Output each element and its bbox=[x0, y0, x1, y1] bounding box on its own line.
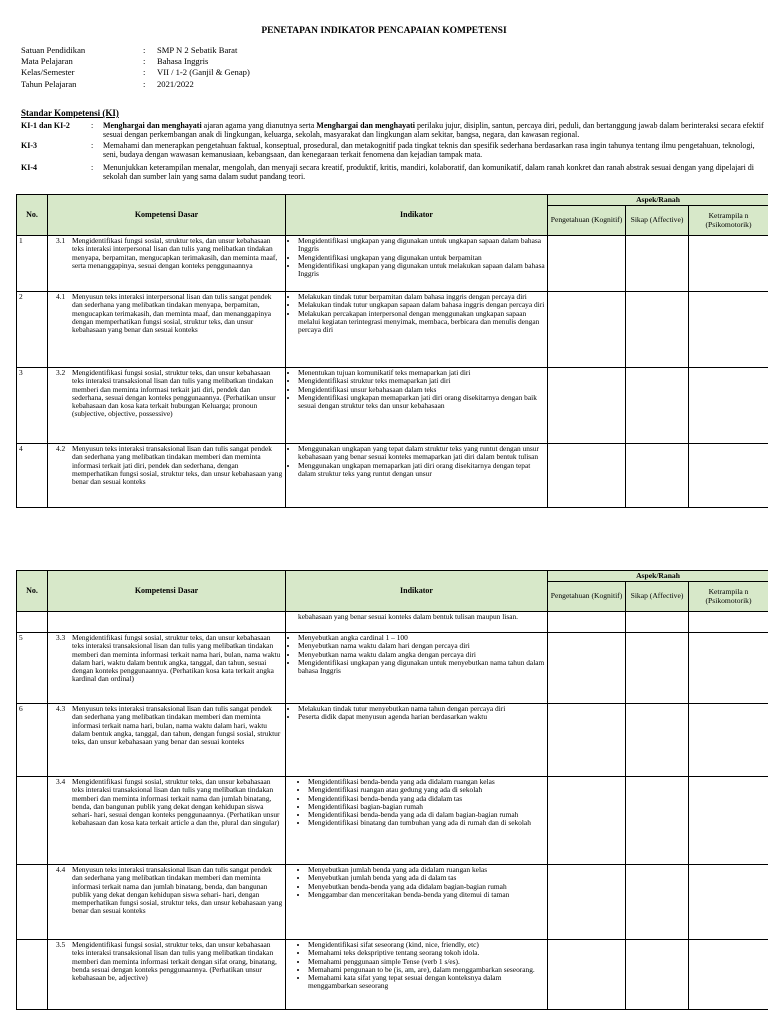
indikator-item: • Mengidentifikasi benda-benda yang ada didalam tas bbox=[308, 795, 545, 803]
cell-pengetahuan bbox=[548, 940, 626, 1010]
indikator-item: • Memahami pengunaan to be (is, am, are), dalam menggambarkan seseorang. bbox=[308, 966, 545, 974]
indikator-item: • Menyebutkan jumlah benda yang ada didalam ruangan kelas bbox=[308, 866, 545, 874]
cell-sikap bbox=[626, 777, 689, 865]
indikator-item: • Memahami kata sifat yang tepat sesuai dengan konteksnya dalam menggambarkan seseorang bbox=[308, 974, 545, 991]
col-header-no: No. bbox=[17, 571, 48, 612]
indikator-item: • Menggunakan ungkapan memaparkan jati diri orang disekitarnya dengan tepat dalam struktur teks yang runtut dengan unsur bbox=[298, 462, 545, 479]
kd-text: Mengidentifikasi fungsi sosial, struktur teks, dan unsur kebahasaan teks interaksi transaksional lisan dan tulis yang melibatkan tindakan memberi dan meminta informasi terkait dengan sifat orang, binatang, benda sesuai dengan konteks penggunaannya. (Perhatikan unsur kebahasaan be, adjective) bbox=[72, 940, 277, 983]
ki-text: Menghargai dan menghayati ajaran agama yang dianutnya serta Menghargai dan menghayati perilaku jujur, disiplin, santun, percaya diri, peduli, dan bertanggung jawab dalam berinteraksi secara efektif sesuai dengan perkembangan anak di lingkungan, keluarga, sekolah, masyarakat dan lingkungan alam sekitar, bangsa, negara, dan kawasan regional. bbox=[103, 121, 764, 140]
indikator-item: • Menyebutkan angka cardinal 1 – 100 bbox=[298, 634, 545, 642]
indikator-item: • Mengidentifikasi ungkapan memaparkan jati diri orang disekitarnya dengan baik sesuai dengan struktur teks dan unsur kebahasaan bbox=[298, 394, 545, 411]
indikator-item: • Menyebutkan jumlah benda yang ada di dalam tas bbox=[308, 874, 545, 882]
indikator-item: • Menggambar dan menceritakan benda-benda yang ditemui di taman bbox=[308, 891, 545, 899]
cell-sikap bbox=[626, 368, 689, 444]
indikator-item: • Mengidentifikasi benda-benda yang ada didalam ruangan kelas bbox=[308, 778, 545, 786]
indikator-item: • Mengidentifikasi ruangan atau gedung yang ada di sekolah bbox=[308, 786, 545, 794]
col-header-sikap: Sikap (Affective) bbox=[626, 582, 689, 612]
cell-sikap bbox=[626, 292, 689, 368]
table-row bbox=[17, 777, 768, 865]
indikator-list bbox=[288, 445, 545, 478]
cell-pengetahuan bbox=[548, 777, 626, 865]
cell-indikator bbox=[286, 704, 548, 777]
cell-kd bbox=[48, 368, 286, 444]
cell-kd bbox=[48, 612, 286, 633]
meta-label: Satuan Pendidikan bbox=[21, 45, 86, 55]
indicator-table-2 bbox=[16, 570, 768, 1010]
col-header-aspek: Aspek/Ranah bbox=[548, 571, 768, 582]
cell-kd bbox=[48, 444, 286, 508]
kd-text: Menyusun teks interaksi transaksional lisan dan tulis sangat pendek dan sederhana yang melibatkan tindakan memberi dan meminta informasi terkait jati diri, pendek dan sederhana, dengan memperhatikan fungsi sosial, struktur teks, dan unsur kebahasaan yang benar dan sesuai konteks bbox=[72, 444, 283, 487]
meta-value: SMP N 2 Sebatik Barat bbox=[157, 45, 238, 55]
table-row bbox=[17, 940, 768, 1010]
indikator-list bbox=[288, 237, 545, 278]
ki-label: KI-1 dan KI-2 bbox=[21, 121, 70, 130]
indikator-list bbox=[288, 293, 545, 334]
standar-kompetensi-title: Standar Kompetensi (KI) bbox=[21, 108, 119, 118]
cell-sikap bbox=[626, 236, 689, 292]
kd-number: 3.5 bbox=[56, 940, 66, 949]
col-header-aspek: Aspek/Ranah bbox=[548, 195, 768, 206]
cell-keterampilan bbox=[689, 940, 768, 1010]
indikator-item: • Menentukan tujuan komunikatif teks memaparkan jati diri bbox=[298, 369, 545, 377]
indikator-item: • Mengidentifikasi sifat seseorang (kind, nice, friendly, etc) bbox=[308, 941, 545, 949]
cell-indikator bbox=[286, 865, 548, 940]
indicator-table-1 bbox=[16, 194, 768, 508]
cell-no bbox=[17, 865, 48, 940]
cell-sikap bbox=[626, 865, 689, 940]
meta-label: Kelas/Semester bbox=[21, 67, 75, 78]
cell-pengetahuan bbox=[548, 236, 626, 292]
indikator-item: • Mengidentifikasi unsur kebahasaan dalam teks bbox=[298, 386, 545, 394]
cell-no: 2 bbox=[17, 292, 48, 368]
cell-no: 1 bbox=[17, 236, 48, 292]
indikator-item: • Melakukan tindak tutur ungkapan sapaan dalam bahasa inggris dengan percaya diri bbox=[298, 301, 545, 309]
indikator-list bbox=[288, 705, 545, 722]
col-header-no: No. bbox=[17, 195, 48, 236]
cell-keterampilan bbox=[689, 612, 768, 633]
ki-row: KI-3 : Memahami dan menerapkan pengetahuan faktual, konseptual, prosedural, dan metakognitif pada tingkat teknis dan spesifik sederhana berdasarkan rasa ingin tahunya tentang ilmu pengetahuan, teknologi, seni, budaya dengan wawasan kemanusiaan, kebangsaan, dan kenegaraan terkait fenomena dan kejadian tampak mata. bbox=[21, 141, 768, 160]
cell-kd bbox=[48, 940, 286, 1010]
indikator-list bbox=[288, 634, 545, 675]
table-row bbox=[17, 292, 768, 368]
indikator-item: • Melakukan tindak tutur berpamitan dalam bahasa inggris dengan percaya diri bbox=[298, 293, 545, 301]
cell-indikator bbox=[286, 633, 548, 704]
kd-text: Menyusun teks interaksi transaksional lisan dan tulis sangat pendek dan sederhana yang melibatkan tindakan memberi dan meminta informasi terkait nama hari, bulan, nama waktu dalam hari, waktu dalam bentuk angka, tanggal, dan tahun, dengan fungsi sosial, struktur teks, dan unsur kebahasaan yang benar dan sesuai konteks bbox=[72, 704, 281, 747]
cell-keterampilan bbox=[689, 704, 768, 777]
cell-kd bbox=[48, 865, 286, 940]
cell-sikap bbox=[626, 612, 689, 633]
kd-text: Menyusun teks interaksi interpersonal lisan dan tulis sangat pendek dan sederhana yang melibatkan tindakan menyapa, berpamitan, mengucapkan terimakasih, dan meminta maaf, dan menanggapinya dengan memperhatikan fungsi sosial, struktur teks, dan unsur kebahasaan yang benar dan sesuai konteks bbox=[72, 292, 272, 335]
cell-indikator bbox=[286, 612, 548, 633]
kd-number: 3.2 bbox=[56, 368, 66, 377]
cell-indikator bbox=[286, 292, 548, 368]
cell-kd bbox=[48, 633, 286, 704]
kd-number: 3.4 bbox=[56, 777, 66, 786]
indikator-item: • Mengidentifikasi ungkapan yang digunakan untuk ungkapan sapaan dalam bahasa Inggris bbox=[298, 237, 545, 254]
table-row bbox=[17, 704, 768, 777]
indikator-item: • Menyebutkan nama waktu dalam hari dengan percaya diri bbox=[298, 642, 545, 650]
table-row bbox=[17, 236, 768, 292]
indikator-item: • Menyebutkan nama waktu dalam angka dengan percaya diri bbox=[298, 651, 545, 659]
cell-pengetahuan bbox=[548, 704, 626, 777]
ki-label: KI-3 bbox=[21, 141, 37, 150]
kd-number: 3.3 bbox=[56, 633, 66, 642]
kd-number: 3.1 bbox=[56, 236, 66, 245]
cell-pengetahuan bbox=[548, 444, 626, 508]
cell-pengetahuan bbox=[548, 612, 626, 633]
kd-text: Mengidentifikasi fungsi sosial, struktur teks, dan unsur kebahasaan teks interaksi transaksional lisan dan tulis yang melibatkan tindakan memberi dan meminta informasi terkait nama hari, bulan, nama waktu dalam hari, waktu dalam bentuk angka, tanggal, dan tahun, sesuai dengan konteks penggunaannya. (Perhatikan kosa kata terkait angka kardinal dan ordinal) bbox=[72, 633, 281, 684]
table-row bbox=[17, 612, 768, 633]
cell-pengetahuan bbox=[548, 292, 626, 368]
indikator-item: • Mengidentifikasi struktur teks memaparkan jati diri bbox=[298, 377, 545, 385]
cell-keterampilan bbox=[689, 444, 768, 508]
kd-number: 4.3 bbox=[56, 704, 66, 713]
cell-pengetahuan bbox=[548, 865, 626, 940]
kd-number: 4.1 bbox=[56, 292, 66, 301]
cell-indikator bbox=[286, 444, 548, 508]
cell-keterampilan bbox=[689, 368, 768, 444]
cell-no: 5 bbox=[17, 633, 48, 704]
indikator-item: • Mengidentifikasi binatang dan tumbuhan yang ada di rumah dan di sekolah bbox=[308, 819, 545, 827]
indikator-list bbox=[288, 369, 545, 410]
cell-indikator bbox=[286, 940, 548, 1010]
cell-no bbox=[17, 777, 48, 865]
kd-number: 4.4 bbox=[56, 865, 66, 874]
indikator-item: • Mengidentifikasi ungkapan yang digunakan untuk melakukan sapaan dalam bahasa Inggris bbox=[298, 262, 545, 279]
cell-sikap bbox=[626, 444, 689, 508]
col-header-pengetahuan: Pengetahuan (Kognitif) bbox=[548, 582, 626, 612]
ki-row: KI-4 : Menunjukkan keterampilan menalar, mengolah, dan menyaji secara kreatif, produktif, kritis, mandiri, kolaboratif, dan komunikatif, dalam ranah konkret dan ranah abstrak sesuai dengan yang dipelajari di sekolah dan sumber lain yang sama dalam sudut pandang teori. bbox=[21, 163, 768, 182]
cell-indikator bbox=[286, 777, 548, 865]
cell-no: 6 bbox=[17, 704, 48, 777]
table-row bbox=[17, 444, 768, 508]
indikator-item: • Melakukan tindak tutur menyebutkan nama tahun dengan percaya diri bbox=[298, 705, 545, 713]
indikator-item: • Mengidentifikasi bagian-bagian rumah bbox=[308, 803, 545, 811]
document-meta: Satuan Pendidikan : SMP N 2 Sebatik Barat Mata Pelajaran : Bahasa Inggris Kelas/Semester : VII / 1-2 (Ganjil & Genap) Tahun Pelajaran : 2021/2022 bbox=[21, 45, 250, 89]
cell-keterampilan bbox=[689, 633, 768, 704]
cell-kd bbox=[48, 236, 286, 292]
indikator-continuation: kebahasaan yang benar sesuai konteks dalam bentuk tulisan maupun lisan. bbox=[298, 612, 519, 621]
cell-sikap bbox=[626, 940, 689, 1010]
meta-label: Tahun Pelajaran bbox=[21, 78, 77, 89]
col-header-kd: Kompetensi Dasar bbox=[48, 571, 286, 612]
cell-indikator bbox=[286, 236, 548, 292]
col-header-indikator: Indikator bbox=[286, 571, 548, 612]
cell-indikator bbox=[286, 368, 548, 444]
col-header-keterampilan: Ketrampila n (Psikomotorik) bbox=[689, 206, 768, 236]
meta-value: 2021/2022 bbox=[157, 78, 194, 89]
col-header-keterampilan: Ketrampila n (Psikomotorik) bbox=[689, 582, 768, 612]
kd-number: 4.2 bbox=[56, 444, 66, 453]
kd-text: Mengidentifikasi fungsi sosial, struktur teks, dan unsur kebahasaan teks interaksi interpersonal lisan dan tulis yang melibatkan tindakan menyapa, berpamitan, mengucapkan terimakasih, dan meminta maaf, serta menanggapinya, sesuai dengan konteks penggunaannya bbox=[72, 236, 278, 270]
col-header-sikap: Sikap (Affective) bbox=[626, 206, 689, 236]
cell-kd bbox=[48, 777, 286, 865]
cell-no: 3 bbox=[17, 368, 48, 444]
meta-value: VII / 1-2 (Ganjil & Genap) bbox=[157, 67, 250, 78]
table-row bbox=[17, 368, 768, 444]
indikator-item: • Mengidentifikasi ungkapan yang digunakan untuk berpamitan bbox=[298, 254, 545, 262]
cell-sikap bbox=[626, 704, 689, 777]
indikator-list bbox=[288, 866, 545, 899]
meta-label: Mata Pelajaran bbox=[21, 56, 73, 67]
cell-no bbox=[17, 940, 48, 1010]
indikator-item: • Peserta didik dapat menyusun agenda harian berdasarkan waktu bbox=[298, 713, 545, 721]
meta-value: Bahasa Inggris bbox=[157, 56, 209, 67]
cell-keterampilan bbox=[689, 236, 768, 292]
cell-no: 4 bbox=[17, 444, 48, 508]
kd-text: Mengidentifikasi fungsi sosial, struktur teks, dan unsur kebahasaan teks interaksi transaksional lisan dan tulis yang melibatkan tindakan memberi dan meminta informasi terkait jati diri, pendek dan sederhana, sesuai dengan konteks penggunaannya. (Perhatikan unsur kebahasaan dan kosa kata terkait hubungan Keluarga; pronoun (subjective, objective, possessive) bbox=[72, 368, 276, 419]
col-header-pengetahuan: Pengetahuan (Kognitif) bbox=[548, 206, 626, 236]
cell-pengetahuan bbox=[548, 633, 626, 704]
col-header-kd: Kompetensi Dasar bbox=[48, 195, 286, 236]
indikator-item: • Menyebutkan benda-benda yang ada didalam bagian-bagian rumah bbox=[308, 883, 545, 891]
cell-keterampilan bbox=[689, 292, 768, 368]
indikator-item: • Memahami teks dekspriptive tentang seorang tokoh idola. bbox=[308, 949, 545, 957]
ki-text: Memahami dan menerapkan pengetahuan faktual, konseptual, prosedural, dan metakognitif pada tingkat teknis dan spesifik sederhana berdasarkan rasa ingin tahunya tentang ilmu pengetahuan, teknologi, seni, budaya dengan wawasan kemanusiaan, kebangsaan, dan kenegaraan terkait fenomena dan kejadian tampak mata. bbox=[103, 141, 755, 160]
indikator-list bbox=[288, 778, 545, 828]
table-row bbox=[17, 633, 768, 704]
indikator-list bbox=[288, 941, 545, 991]
kd-text: Mengidentifikasi fungsi sosial, struktur teks, dan unsur kebahasaan teks interaksi transaksional lisan dan tulis yang melibatkan tindakan memberi dan meminta informasi terkait nama dan jumlah binatang, benda, dan bangunan publik yang dekat dengan kehidupan siswa sehari- hari, sesuai dengan konteks penggunaannya. (Perhatikan unsur kebahasaan dan kosa kata terkait article a dan the, plural dan singular) bbox=[72, 777, 280, 828]
kd-text: Menyusun teks interaksi transaksional lisan dan tulis sangat pendek dan sederhana yang melibatkan tindakan memberi dan meminta informasi terkait nama dan jumlah binatang, benda, dan bangunan publik yang dekat dengan kehidupan siswa sehari- hari, dengan memperhatikan fungsi sosial, struktur teks, dan unsur kebahasaan yang benar dan sesuai konteks bbox=[72, 865, 283, 916]
indikator-item: • Memahami penggunaan simple Tense (verb 1 s/es). bbox=[308, 958, 545, 966]
page-title: PENETAPAN INDIKATOR PENCAPAIAN KOMPETENSI bbox=[261, 26, 507, 36]
cell-pengetahuan bbox=[548, 368, 626, 444]
indikator-item: • Mengidentifikasi benda-benda yang ada di dalam bagian-bagian rumah bbox=[308, 811, 545, 819]
indikator-item: • Melakukan percakapan interpersonal dengan menggunakan ungkapan sapaan melalui kegiatan terintegrasi menyimak, membaca, berbicara dan menulis dengan percaya diri bbox=[298, 310, 545, 335]
ki-row: KI-1 dan KI-2 : Menghargai dan menghayati ajaran agama yang dianutnya serta Menghargai dan menghayati perilaku jujur, disiplin, santun, percaya diri, peduli, dan bertanggung jawab dalam berinteraksi secara efektif sesuai dengan perkembangan anak di lingkungan, keluarga, sekolah, masyarakat dan lingkungan alam sekitar, bangsa, negara, dan kawasan regional. bbox=[21, 121, 768, 140]
cell-kd bbox=[48, 292, 286, 368]
indikator-item: • Menggunakan ungkapan yang tepat dalam struktur teks yang runtut dengan unsur kebahasaan yang benar sesuai konteks memaparkan jati diri dalam bentuk tulisan bbox=[298, 445, 545, 462]
indikator-item: • Mengidentifikasi ungkapan yang digunakan untuk menyebutkan nama tahun dalam bahasa Inggris bbox=[298, 659, 545, 676]
ki-label: KI-4 bbox=[21, 163, 37, 172]
ki-text: Menunjukkan keterampilan menalar, mengolah, dan menyaji secara kreatif, produktif, kritis, mandiri, kolaboratif, dan komunikatif, dalam ranah konkret dan ranah abstrak sesuai dengan yang dipelajari di sekolah dan sumber lain yang sama dalam sudut pandang teori. bbox=[103, 163, 755, 182]
table-row bbox=[17, 865, 768, 940]
cell-sikap bbox=[626, 633, 689, 704]
cell-keterampilan bbox=[689, 777, 768, 865]
cell-keterampilan bbox=[689, 865, 768, 940]
cell-no bbox=[17, 612, 48, 633]
cell-kd bbox=[48, 704, 286, 777]
col-header-indikator: Indikator bbox=[286, 195, 548, 236]
